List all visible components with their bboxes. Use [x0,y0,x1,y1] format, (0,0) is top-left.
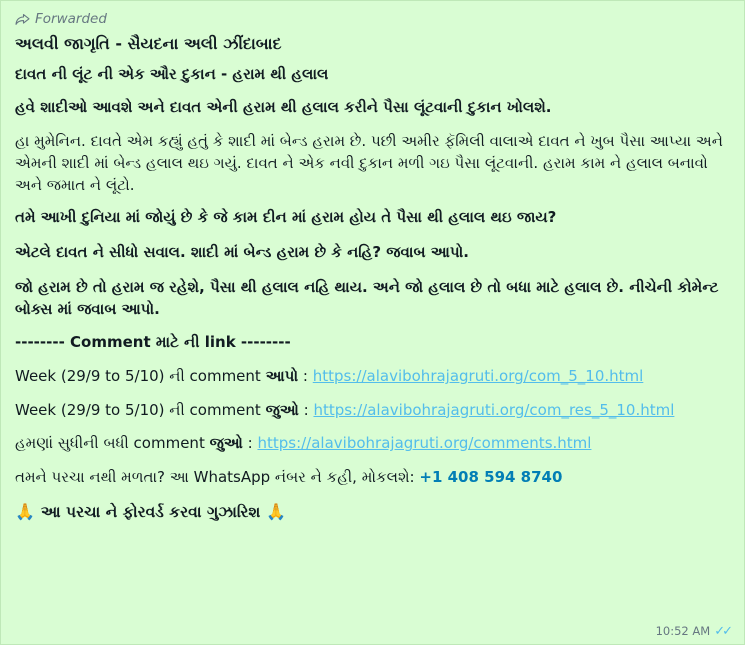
forward-request-text: આ પરચા ને ફોરવર્ડ કરવા ગુઝારિશ [40,502,261,521]
forward-arrow-icon [15,13,30,26]
message-timestamp: 10:52 AM [655,624,711,638]
comment-link-separator: : [298,367,313,386]
whatsapp-contact-text: તમને પરચા નથી મળતા? આ WhatsApp નંબર ને કહી, મોકલશે: [15,467,420,486]
comment-link-url[interactable]: https://alavibohrajagruti.org/com_res_5_10.html [313,400,675,419]
whatsapp-contact-row [15,468,730,488]
comment-link-row [15,367,730,387]
forwarded-label: Forwarded [35,11,107,27]
whatsapp-phone-number[interactable]: +1 408 594 8740 [419,467,563,486]
comment-link-url[interactable]: https://alavibohrajagruti.org/comments.html [257,434,592,453]
comment-link-row [15,401,730,421]
comment-link-action: આપો [265,367,299,386]
message-subtitle: દાવત ની લૂંટ ની એક ઔર દુકાન - હરામ થી હલાલ [15,65,329,84]
comment-link-row [15,434,730,454]
comment-link-action: જુઓ [265,400,299,419]
comment-link-lead: Week (29/9 to 5/10) ની comment [15,367,266,386]
read-receipt-icon: ✓✓ [714,623,730,639]
comment-link-divider: -------- Comment માટે ની link -------- [15,333,291,352]
message-lead: હવે શાદીઓ આવશે અને દાવત એની હરામ થી હલાલ કરીને પૈસા લૂંટવાની દુકાન ખોલશે. [15,98,552,117]
folded-hands-icon: 🙏 [266,502,287,522]
message-direct-question: એટલે દાવત ને સીધો સવાલ. શાદી માં બેન્ડ હરામ છે કે નહિ? જવાબ આપો. [15,243,470,262]
forward-request-row [15,501,730,522]
message-title: અલવી જાગૃતિ - સૈયદના અલી ઝીંદાબાદ [15,34,282,53]
message-meta [656,624,730,638]
comment-link-url[interactable]: https://alavibohrajagruti.org/com_5_10.html [312,367,644,386]
folded-hands-icon: 🙏 [15,502,35,522]
message-statement: જો હરામ છે તો હરામ જ રહેશે, પૈસા થી હલાલ નહિ થાય. અને જો હલાલ છે તો બધા માટે હલાલ છે. નીચેની કોમેન્ટ બોક્સ માં જવાબ આપો. [15,277,719,318]
comment-link-action: જુઓ [209,434,243,453]
comment-link-separator: : [242,434,258,453]
message-question: તમે આખી દુનિયા માં જોયું છે કે જે કામ દીન માં હરામ હોય તે પૈસા થી હલાલ થઇ જાય? [15,208,557,227]
comment-link-lead: હમણાં સુધીની બધી comment [15,434,210,453]
comment-link-lead: Week (29/9 to 5/10) ની comment [15,400,266,419]
forwarded-indicator [15,11,730,27]
comment-link-separator: : [298,400,314,419]
message-paragraph: હા મુમેનિન. દાવતે એમ કહ્યું હતું કે શાદી માં બેન્ડ હરામ છે. પછી અમીર ફૅમિલી વાલાએ દાવત ને ખુબ પૈસા આપ્યા અને એમની શાદી માં બેન્ડ હલાલ થઇ ગયું. દાવત ને એક નવી દુકાન મળી ગઇ પૈસા લૂંટવાની. હરામ કામ ને હલાલ બનાવો અને જમાત ને લૂંટો. [15,132,723,194]
